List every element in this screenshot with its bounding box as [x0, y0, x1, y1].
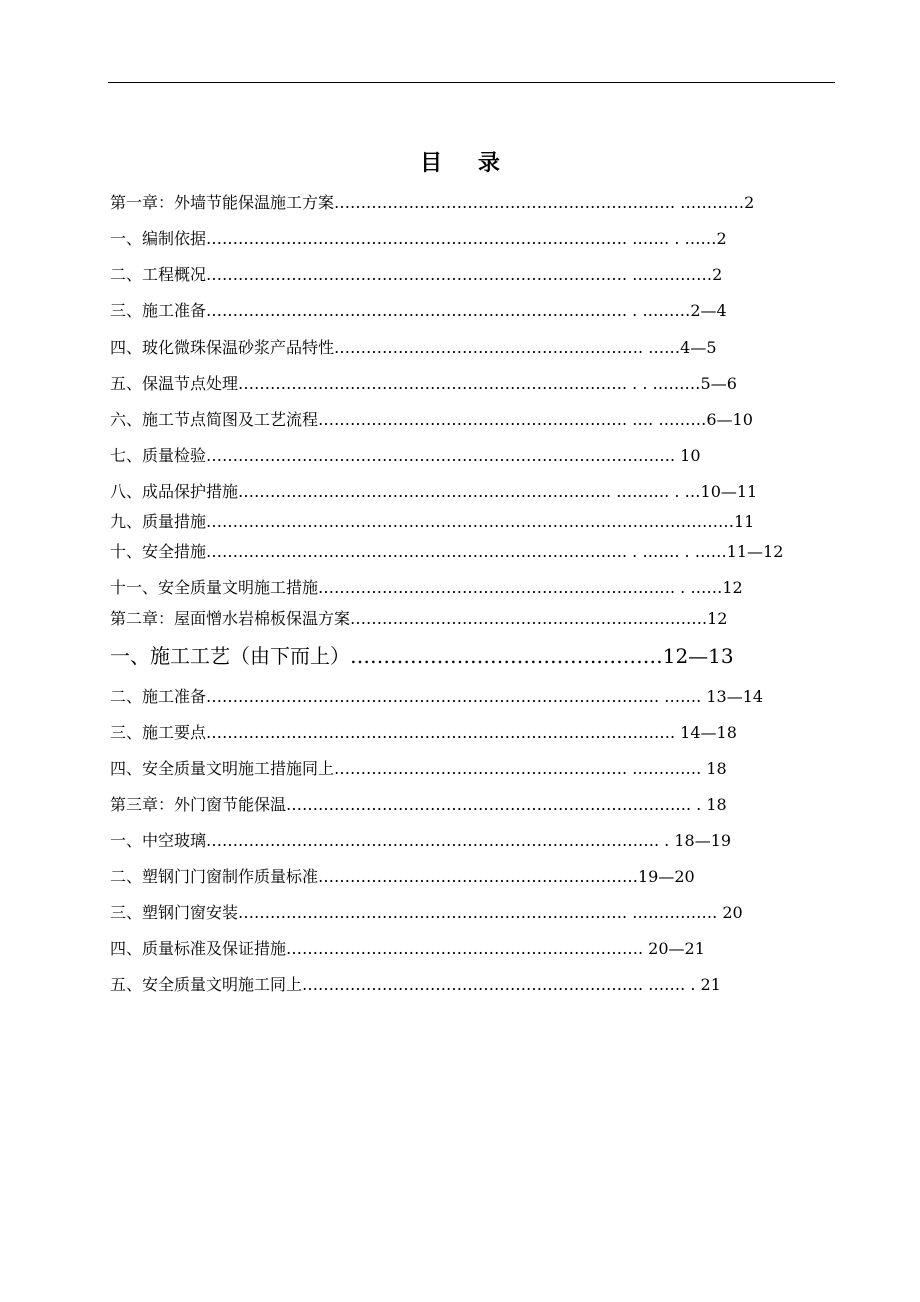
toc-entry[interactable]: 七、质量检验……………………………………………………………………………. 10 — [110, 446, 701, 465]
toc-entry[interactable]: 三、塑钢门窗安装………………………………………………………………. ……………. 20 — [110, 903, 743, 922]
toc-entry[interactable]: 一、施工工艺（由下而上）………………………………..………12—13 — [110, 644, 734, 668]
toc-entry[interactable]: 第一章：外墙节能保温施工方案………………………………………………………. …………2 — [110, 193, 755, 212]
header-rule — [108, 82, 835, 83]
toc-entry[interactable]: 十、安全措施……………………………………………………………………. . ……. . ……11—12 — [110, 542, 784, 561]
toc-entry[interactable]: 四、玻化微珠保温砂浆产品特性…………………………………………………. ……4—5 — [110, 338, 717, 357]
toc-entry[interactable]: 第二章：屋面憎水岩棉板保温方案………………………………………………………….12 — [110, 609, 728, 628]
toc-entry[interactable]: 二、塑钢门门窗制作质量标准……………………………………………………19—20 — [110, 867, 695, 886]
toc-entry[interactable]: 九、质量措施………………………………………………………………………………………11 — [110, 512, 755, 531]
toc-entry[interactable]: 五、安全质量文明施工同上………………………………………………………. ……. . 21 — [110, 975, 721, 994]
toc-entry[interactable]: 三、施工准备……………………………………………………………………. . ………2—4 — [110, 301, 727, 320]
toc-entry[interactable]: 一、编制依据……………………………………………………………………. ……. . ……2 — [110, 229, 727, 248]
toc-entry[interactable]: 二、工程概况……………………………………………………………………. ……………2 — [110, 265, 723, 284]
toc-entry[interactable]: 四、安全质量文明施工措施同上………………………………………………. …………. 18 — [110, 759, 727, 778]
toc-entry[interactable]: 一、中空玻璃…………………………………………………………………………. . 18—19 — [110, 831, 732, 850]
toc-entry[interactable]: 五、保温节点处理………………………………………………………………. . . ………5—6 — [110, 374, 737, 393]
toc-entry[interactable]: 三、施工要点……………………………………………………………………………. 14—18 — [110, 723, 737, 742]
toc-entry[interactable]: 六、施工节点简图及工艺流程…………………………………………………. …. ………6—10 — [110, 410, 753, 429]
toc-entry[interactable]: 四、质量标准及保证措施…………………………………………………………. 20—21 — [110, 939, 705, 958]
toc-entry[interactable]: 十一、安全质量文明施工措施…………………………………………………………. . ……12 — [110, 578, 743, 597]
toc-title: 目 录 — [420, 150, 514, 176]
toc-entry[interactable]: 二、施工准备…………………………………………………………………………. ……. 13—14 — [110, 687, 764, 706]
toc-entry[interactable]: 第三章：外门窗节能保温…………………………………………………………………. . 18 — [110, 795, 727, 814]
toc-entry[interactable]: 八、成品保护措施……………………………………………………………. ………. . …10—11 — [110, 482, 758, 501]
